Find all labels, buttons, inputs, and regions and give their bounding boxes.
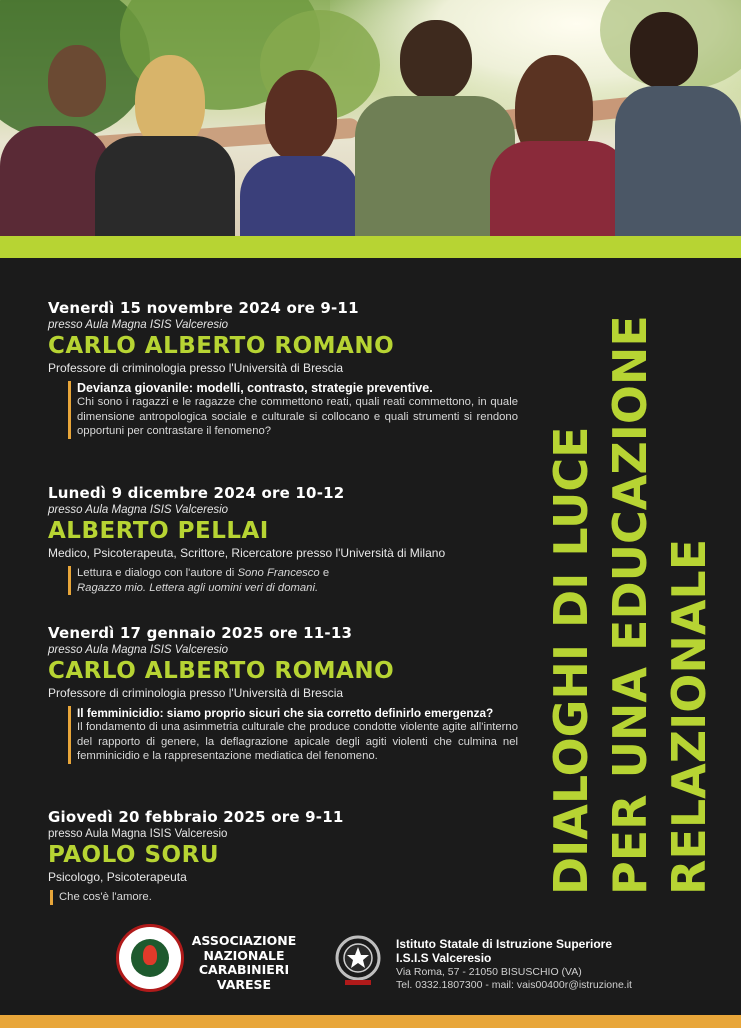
event-venue: presso Aula Magna ISIS Valceresio [48, 828, 228, 840]
school-info [396, 937, 716, 991]
assoc-line-4: VARESE [216, 976, 272, 992]
orange-band [0, 1015, 741, 1028]
association-name [190, 934, 298, 992]
talk-description [77, 566, 518, 595]
speaker-role: Medico, Psicoterapeuta, Scrittore, Ricercatore presso l'Università di Milano [48, 546, 446, 560]
event-date: Venerdì 15 novembre 2024 ore 9-11 [48, 299, 359, 317]
dark-band [0, 258, 741, 280]
event-venue: presso Aula Magna ISIS Valceresio [48, 644, 229, 656]
person-1 [0, 0, 110, 236]
person-3 [235, 0, 365, 236]
carabinieri-association-logo [116, 924, 184, 992]
talk-conjunction: e [319, 567, 330, 579]
speaker-role: Professore di criminologia presso l'Università di Brescia [48, 361, 344, 375]
event-date: Venerdì 17 gennaio 2025 ore 11-13 [48, 624, 353, 642]
speaker-name: CARLO ALBERTO ROMANO [48, 658, 395, 684]
talk-block [68, 706, 518, 764]
talk-description: Che cos'è l'amore. [59, 891, 152, 903]
talk-intro: Lettura e dialogo con l'autore di [77, 567, 238, 579]
talk-description: Chi sono i ragazzi e le ragazze che commettono reati, quali reati commettono, in quale dimensione antropologica sociale e culturale si collocano e quali strumenti si rendono opportuni per contrastare il fenomeno? [77, 396, 518, 437]
event-2 [48, 484, 518, 595]
event-1 [48, 299, 518, 439]
italian-republic-emblem [333, 932, 383, 988]
speaker-name: CARLO ALBERTO ROMANO [48, 333, 395, 359]
event-4 [48, 808, 518, 905]
school-contacts: Tel. 0332.1807300 - mail: vais00400r@istruzione.it [396, 979, 632, 991]
title-line-1: DIALOGHI DI LUCE [544, 426, 598, 895]
book-title-1: Sono Francesco [237, 567, 320, 579]
event-date: Giovedì 20 febbraio 2025 ore 9-11 [48, 808, 344, 826]
talk-title: Devianza giovanile: modelli, contrasto, strategie preventive. [77, 381, 433, 395]
person-5 [490, 0, 630, 236]
talk-title: Il femminicidio: siamo proprio sicuri che sia corretto definirlo emergenza? [77, 706, 494, 720]
school-short-name: I.S.I.S Valceresio [396, 951, 492, 965]
speaker-role: Psicologo, Psicoterapeuta [48, 870, 187, 884]
green-band [0, 236, 741, 258]
book-title-2: Ragazzo mio. Lettera agli uomini veri di domani. [77, 581, 319, 594]
event-venue: presso Aula Magna ISIS Valceresio [48, 319, 229, 331]
event-date: Lunedì 9 dicembre 2024 ore 10-12 [48, 484, 345, 502]
talk-description: Il fondamento di una asimmetria culturale che produce condotte violente agite all'interno del rapporto di genere, la deflagrazione apicale degli agiti violenti che culmina nel femminicidio e la rappresentazione mediatica del fenomeno. [77, 721, 518, 762]
person-6 [615, 0, 741, 236]
hero-photo [0, 0, 741, 236]
talk-block [68, 381, 518, 439]
speaker-role: Professore di criminologia presso l'Università di Brescia [48, 686, 344, 700]
assoc-line-1: ASSOCIAZIONE [191, 933, 297, 948]
speaker-name: PAOLO SORU [48, 842, 219, 868]
assoc-line-3: CARABINIERI [198, 962, 290, 977]
title-line-2: PER UNA EDUCAZIONE [603, 315, 657, 895]
event-3 [48, 624, 518, 764]
talk-block [68, 566, 518, 595]
title-line-3: RELAZIONALE [662, 538, 716, 895]
event-venue: presso Aula Magna ISIS Valceresio [48, 504, 229, 516]
talk-block [50, 890, 518, 905]
school-address: Via Roma, 57 - 21050 BISUSCHIO (VA) [396, 966, 582, 978]
assoc-line-2: NAZIONALE [203, 947, 285, 963]
person-2 [95, 0, 235, 236]
school-name: Istituto Statale di Istruzione Superiore [396, 937, 613, 951]
speaker-name: ALBERTO PELLAI [48, 518, 269, 544]
